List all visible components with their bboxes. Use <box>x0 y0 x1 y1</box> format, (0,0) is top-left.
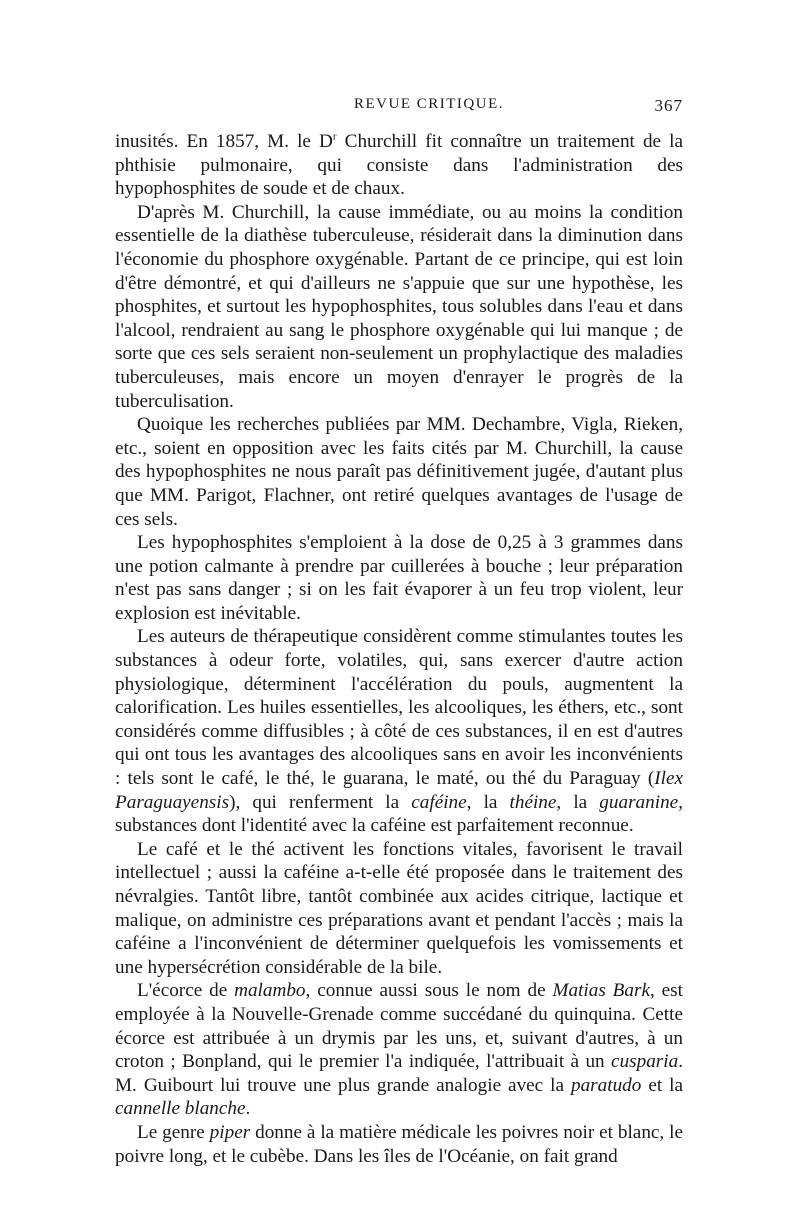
paragraph <box>115 531 683 625</box>
italic-term: cusparia <box>611 1051 679 1073</box>
paragraph <box>115 1121 683 1168</box>
text-run: Les hypophosphites s'emploient à la dose de 0,25 à 3 grammes dans une potion calmante à prendre par cuillerées à bouche ; leur préparation n'est pas sans danger ; si on les fait évaporer à un feu trop violent, leur explosion est inévitable. <box>115 532 683 624</box>
italic-term: Ilex Paraguayensis <box>115 768 683 813</box>
running-head <box>115 96 683 122</box>
text-run: et la <box>641 1074 683 1096</box>
text-run: . M. Guibourt lui trouve une plus grande analogie avec la <box>115 1051 683 1096</box>
text-run: donne à la matière médicale les poivres noir et blanc, le poivre long, et le cubèbe. Dans les îles de l'Océanie, on fait grand <box>115 1121 683 1167</box>
paragraph <box>115 201 683 413</box>
paragraph <box>115 838 683 980</box>
text-run: , la <box>556 791 600 813</box>
text-run: , est employée à la Nouvelle-Grenade comme succédané du quinquina. Cette écorce est attribuée à un drymis par les uns, et, suivant d'autres, à un croton ; Bonpland, qui le premier l'a indiquée, l'attribuait à un <box>115 980 683 1073</box>
paragraph <box>115 625 683 837</box>
text-run: ), qui renferment la <box>229 791 412 813</box>
italic-term: cannelle blanche <box>115 1098 246 1120</box>
italic-term: paratudo <box>570 1074 642 1096</box>
text-run: . <box>245 1098 251 1120</box>
text-run: Les auteurs de thérapeutique considèrent comme stimulantes toutes les substances à odeur forte, volatiles, qui, sans exercer d'autre action physiologique, déterminent l'accélération du pouls, augmentent la calorification. Les huiles essentielles, les alcooliques, les éthers, etc., sont considérés comme diffusibles ; à côté de ces substances, il en est d'autres qui ont tous les avantages des alcooliques sans en avoir les inconvénients : tels sont le café, le thé, le guarana, le maté, ou thé du Paraguay ( <box>115 626 683 790</box>
text-run: L'écorce de <box>137 980 235 1002</box>
text-run: Le café et le thé activent les fonctions vitales, favorisent le travail intellectuel ; aussi la caféine a-t-elle été proposée dans le traitement des névralgies. Tantôt libre, tantôt combinée aux acides citrique, lactique et malique, on administre ces préparations avant et pendant l'accès ; mais la caféine a l'inconvénient de déterminer quelquefois les vomissements et une hypersécrétion considérable de la bile. <box>115 838 683 978</box>
text-run: Quoique les recherches publiées par MM. Dechambre, Vigla, Rieken, etc., soient en opposition avec les faits cités par M. Churchill, la cause des hypophosphites ne nous paraît pas définitivement jugée, d'autant plus que MM. Parigot, Flachner, ont retiré quelques avantages de l'usage de ces sels. <box>115 414 683 530</box>
text-run: Churchill fit connaître un traitement de la phthisie pulmonaire, qui consiste dans l'administration des hypophosphites de soude et de chaux. <box>115 131 683 200</box>
italic-term: malambo <box>234 980 306 1002</box>
page-number: 367 <box>654 96 683 115</box>
body-text <box>115 130 683 1168</box>
text-run: , connue aussi sous le nom de <box>305 980 553 1002</box>
text-run: Le genre <box>137 1121 210 1143</box>
text-run: , la <box>466 791 510 813</box>
running-title: REVUE CRITIQUE. <box>354 96 504 112</box>
italic-term: Matias Bark <box>552 980 650 1002</box>
italic-term: théine <box>509 791 557 813</box>
italic-term: caféine <box>411 791 467 813</box>
book-page <box>115 96 683 1168</box>
paragraph <box>115 130 683 201</box>
text-run: , substances dont l'identité avec la caféine est parfaitement reconnue. <box>115 791 683 837</box>
paragraph <box>115 413 683 531</box>
text-run: inusités. En 1857, M. le D <box>115 131 333 152</box>
text-run: D'après M. Churchill, la cause immédiate, ou au moins la condition essentielle de la diathèse tuberculeuse, résiderait dans la diminution dans l'économie du phosphore oxygénable. Partant de ce principe, qui est loin d'être démontré, et qui d'ailleurs ne s'appuie que sur une hypothèse, les phosphites, et surtout les hypophosphites, tous solubles dans l'eau et dans l'alcool, rendraient au sang le phosphore oxygénable qui lui manque ; de sorte que ces sels seraient non-seulement un prophylactique des maladies tuberculeuses, mais encore un moyen d'enrayer le progrès de la tuberculisation. <box>115 201 683 412</box>
paragraph <box>115 979 683 1121</box>
italic-term: guaranine <box>599 791 679 813</box>
italic-term: piper <box>209 1121 251 1143</box>
text-run: r <box>332 130 337 143</box>
